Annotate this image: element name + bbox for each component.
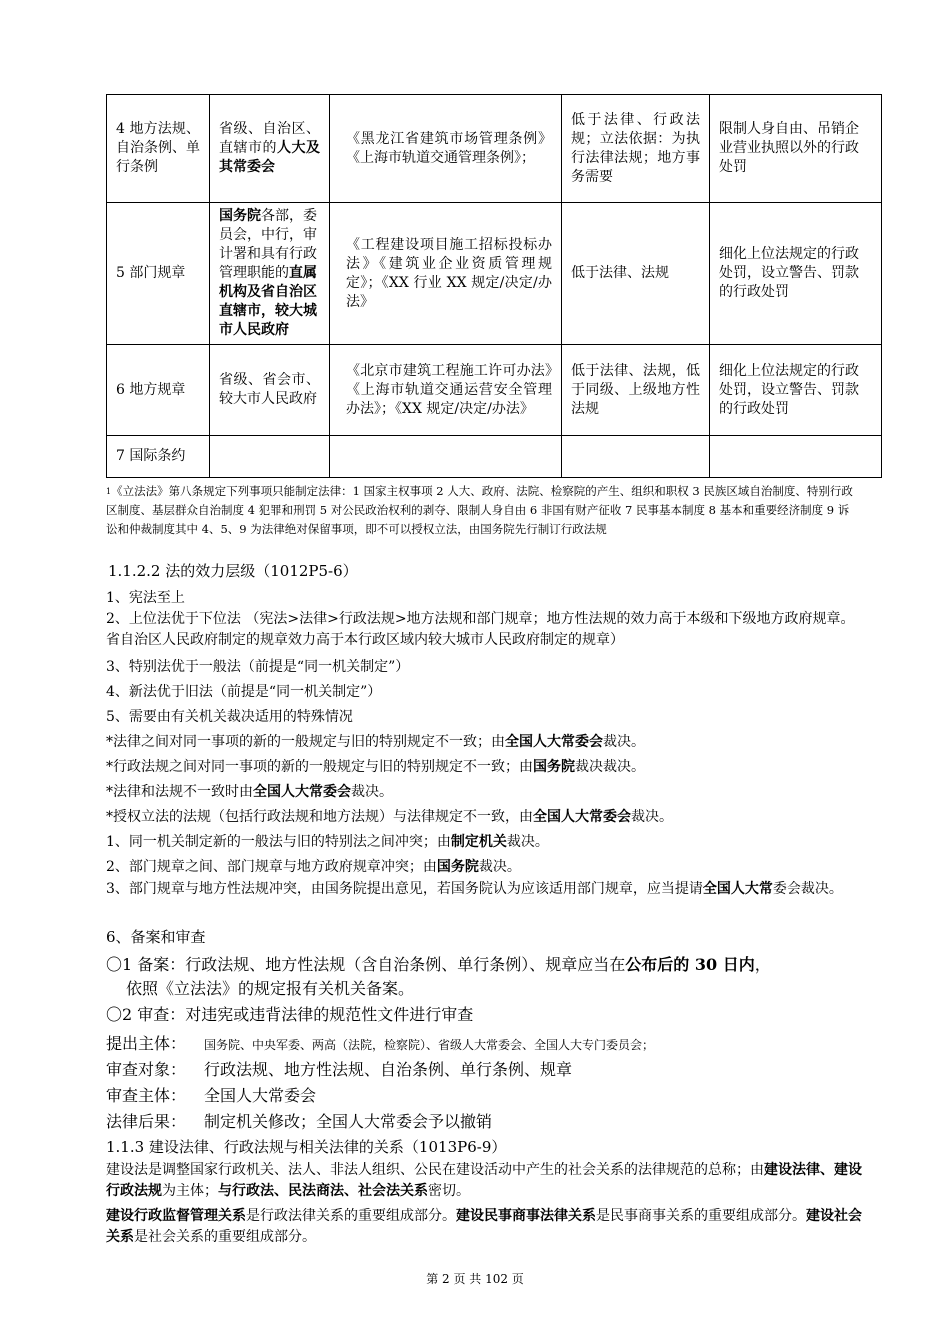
law-type-cell: 7 国际条约 xyxy=(107,436,210,478)
law-examples-cell xyxy=(330,436,562,478)
table-row xyxy=(107,203,882,345)
table-row xyxy=(107,95,882,203)
review-paragraph: 〇2 审查：对违宪或违背法律的规范性文件进行审查 xyxy=(106,1005,474,1024)
review-field xyxy=(106,1083,316,1106)
review-field-label: 审查对象： xyxy=(106,1060,187,1079)
law-scope-cell xyxy=(710,436,882,478)
review-field-value: 全国人大常委会 xyxy=(204,1086,317,1105)
ruling-item: *法律之间对同一事项的新的一般规定与旧的特别规定不一致；由全国人大常委会裁决。 xyxy=(106,734,645,750)
paragraph: 建设法是调整国家行政机关、法人、非法人组织、公民在建设活动中产生的社会关系的法律规范的总称；由建设法律、建设行政法规为主体；与行政法、民法商法、社会法关系密切。 xyxy=(106,1162,862,1199)
ruling-item: *法律和法规不一致时由全国人大常委会裁决。 xyxy=(106,784,393,800)
review-field-label: 提出主体： xyxy=(106,1034,187,1053)
table-row xyxy=(107,345,882,436)
law-hierarchy-table xyxy=(106,94,882,478)
list-item: 4、新法优于旧法（前提是“同一机关制定”） xyxy=(106,684,382,700)
review-field-label: 法律后果： xyxy=(106,1112,187,1131)
list-item: 5、需要由有关机关裁决适用的特殊情况 xyxy=(106,709,353,725)
footnote-text: 《立法法》第八条规定下列事项只能制定法律：1 国家主权事项 2 人大、政府、法院、检察院的产生、组织和职权 3 民族区域自治制度、特别行政区制度、基层群众自治制度 4 犯罪和刑罚 5 对公民政治权利的剥夺、限制人身自由 6 非国有财产征收 7 民事基本制度 8 基本和重要经济制度 9 诉讼和仲裁制度其中 4、5、9 为法律绝对保留事项，即不可以授权立法，由国务院先行制订行政法规 xyxy=(106,484,853,536)
section-heading: 1.1.3 建设法律、行政法规与相关法律的关系（1013P6-9） xyxy=(106,1138,507,1156)
paragraph: 建设行政监督管理关系是行政法律关系的重要组成部分。建设民事商事法律关系是民事商事关系的重要组成部分。建设社会关系是社会关系的重要组成部分。 xyxy=(106,1208,862,1245)
law-effect-cell: 低于法律、法规 xyxy=(562,203,710,345)
law-scope-cell: 限制人身自由、吊销企业营业执照以外的行政处罚 xyxy=(710,95,882,203)
review-field-value: 国务院、中央军委、两高（法院，检察院）、省级人大常委会、全国人大专门委员会； xyxy=(204,1038,655,1052)
law-examples-cell: 《北京市建筑工程施工许可办法》《上海市轨道交通运营安全管理办法》；《XX 规定/决定/办法》 xyxy=(330,345,562,436)
law-scope-cell: 细化上位法规定的行政处罚，设立警告、罚款的行政处罚 xyxy=(710,345,882,436)
review-field-value: 行政法规、地方性法规、自治条例、单行条例、规章 xyxy=(204,1060,573,1079)
law-effect-cell: 低于法律、行政法规；立法依据：为执行法律法规；地方事务需要 xyxy=(562,95,710,203)
law-effect-cell: 低于法律、法规，低于同级、上级地方性法规 xyxy=(562,345,710,436)
law-subject-cell: 省级、省会市、较大市人民政府 xyxy=(210,345,330,436)
list-item: 3、特别法优于一般法（前提是“同一机关制定”） xyxy=(106,659,410,675)
filing-paragraph-line2: 依照《立法法》的规定报有关机关备案。 xyxy=(126,979,415,998)
law-examples-cell: 《工程建设项目施工招标投标办法》《建筑业企业资质管理规定》；《XX 行业 XX 规定/决定/办法》 xyxy=(330,203,562,345)
law-subject-cell xyxy=(210,436,330,478)
filing-paragraph: 〇1 备案：行政法规、地方性法规（含自治条例、单行条例）、规章应当在公布后的 30 日内， xyxy=(106,955,771,974)
ruling-item: 2、部门规章之间、部门规章与地方政府规章冲突；由国务院裁决。 xyxy=(106,859,521,875)
ruling-item: 1、同一机关制定新的一般法与旧的特别法之间冲突；由制定机关裁决。 xyxy=(106,834,549,850)
law-subject-cell: 国务院各部，委员会，中行，审计署和具有行政管理职能的直属机构及省自治区直辖市，较大城市人民政府 xyxy=(210,203,330,345)
ruling-item: 3、部门规章与地方性法规冲突，由国务院提出意见，若国务院认为应该适用部门规章，应当提请全国人大常委会裁决。 xyxy=(106,881,843,897)
section-heading: 6、备案和审查 xyxy=(106,928,206,946)
footnote xyxy=(106,482,856,539)
ruling-item: *行政法规之间对同一事项的新的一般规定与旧的特别规定不一致；由国务院裁决裁决。 xyxy=(106,759,645,775)
law-type-cell: 5 部门规章 xyxy=(107,203,210,345)
table-row xyxy=(107,436,882,478)
law-subject-cell: 省级、自治区、直辖市的人大及其常委会 xyxy=(210,95,330,203)
law-examples-cell: 《黑龙江省建筑市场管理条例》《上海市轨道交通管理条例》； xyxy=(330,95,562,203)
review-field-value: 制定机关修改；全国人大常委会予以撤销 xyxy=(204,1112,493,1131)
footnote-mark: 1 xyxy=(106,487,112,496)
law-effect-cell xyxy=(562,436,710,478)
review-field xyxy=(106,1031,654,1054)
law-type-cell: 6 地方规章 xyxy=(107,345,210,436)
law-scope-cell: 细化上位法规定的行政处罚，设立警告、罚款的行政处罚 xyxy=(710,203,882,345)
law-type-cell: 4 地方法规、自治条例、单行条例 xyxy=(107,95,210,203)
list-item: 1、宪法至上 xyxy=(106,590,185,606)
page-footer: 第 2 页 共 102 页 xyxy=(426,1272,524,1286)
review-field xyxy=(106,1109,492,1132)
list-item: 2、上位法优于下位法 （宪法>法律>行政法规>地方法规和部门规章；地方性法规的效力高于本级和下级地方政府规章。省自治区人民政府制定的规章效力高于本行政区域内较大城市人民政府制定的规章） xyxy=(106,611,855,648)
ruling-item: *授权立法的法规（包括行政法规和地方法规）与法律规定不一致，由全国人大常委会裁决。 xyxy=(106,809,673,825)
review-field xyxy=(106,1057,572,1080)
review-field-label: 审查主体： xyxy=(106,1086,187,1105)
section-heading: 1.1.2.2 法的效力层级（1012P5-6） xyxy=(108,562,358,580)
